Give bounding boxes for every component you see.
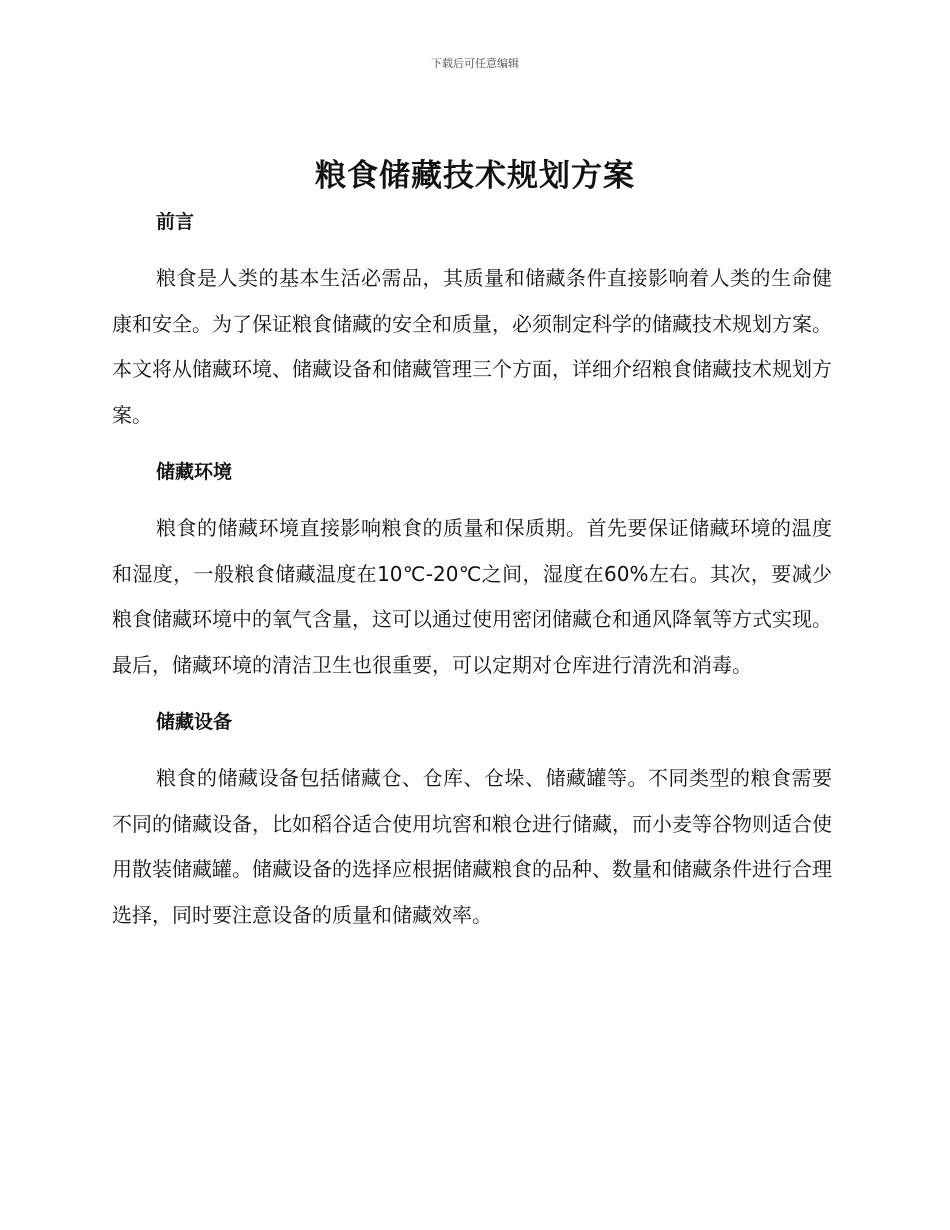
section-paragraph-storage-environment: 粮食的储藏环境直接影响粮食的质量和保质期。首先要保证储藏环境的温度和湿度，一般粮食储藏温度在10℃-20℃之间，湿度在60%左右。其次，要减少粮食储藏环境中的氧气含量，这可以通过使用密闭储藏仓和通风降氧等方式实现。最后，储藏环境的清洁卫生也很重要，可以定期对仓库进行清洗和消毒。: [112, 516, 832, 677]
section-paragraph-preface: 粮食是人类的基本生活必需品，其质量和储藏条件直接影响着人类的生命健康和安全。为了保证粮食储藏的安全和质量，必须制定科学的储藏技术规划方案。本文将从储藏环境、储藏设备和储藏管理三个方面，详细介绍粮食储藏技术规划方案。: [112, 266, 832, 427]
header-note: 下载后可任意编辑: [431, 57, 519, 70]
section-heading-storage-equipment: 储藏设备: [156, 711, 233, 733]
document-title: 粮食储藏技术规划方案: [315, 158, 635, 194]
section-heading-preface: 前言: [156, 211, 195, 233]
section-heading-storage-environment: 储藏环境: [156, 461, 233, 483]
document-body: [112, 206, 832, 938]
section-paragraph-storage-equipment: 粮食的储藏设备包括储藏仓、仓库、仓垛、储藏罐等。不同类型的粮食需要不同的储藏设备，比如稻谷适合使用坑窖和粮仓进行储藏，而小麦等谷物则适合使用散装储藏罐。储藏设备的选择应根据储藏粮食的品种、数量和储藏条件进行合理选择，同时要注意设备的质量和储藏效率。: [112, 766, 832, 927]
